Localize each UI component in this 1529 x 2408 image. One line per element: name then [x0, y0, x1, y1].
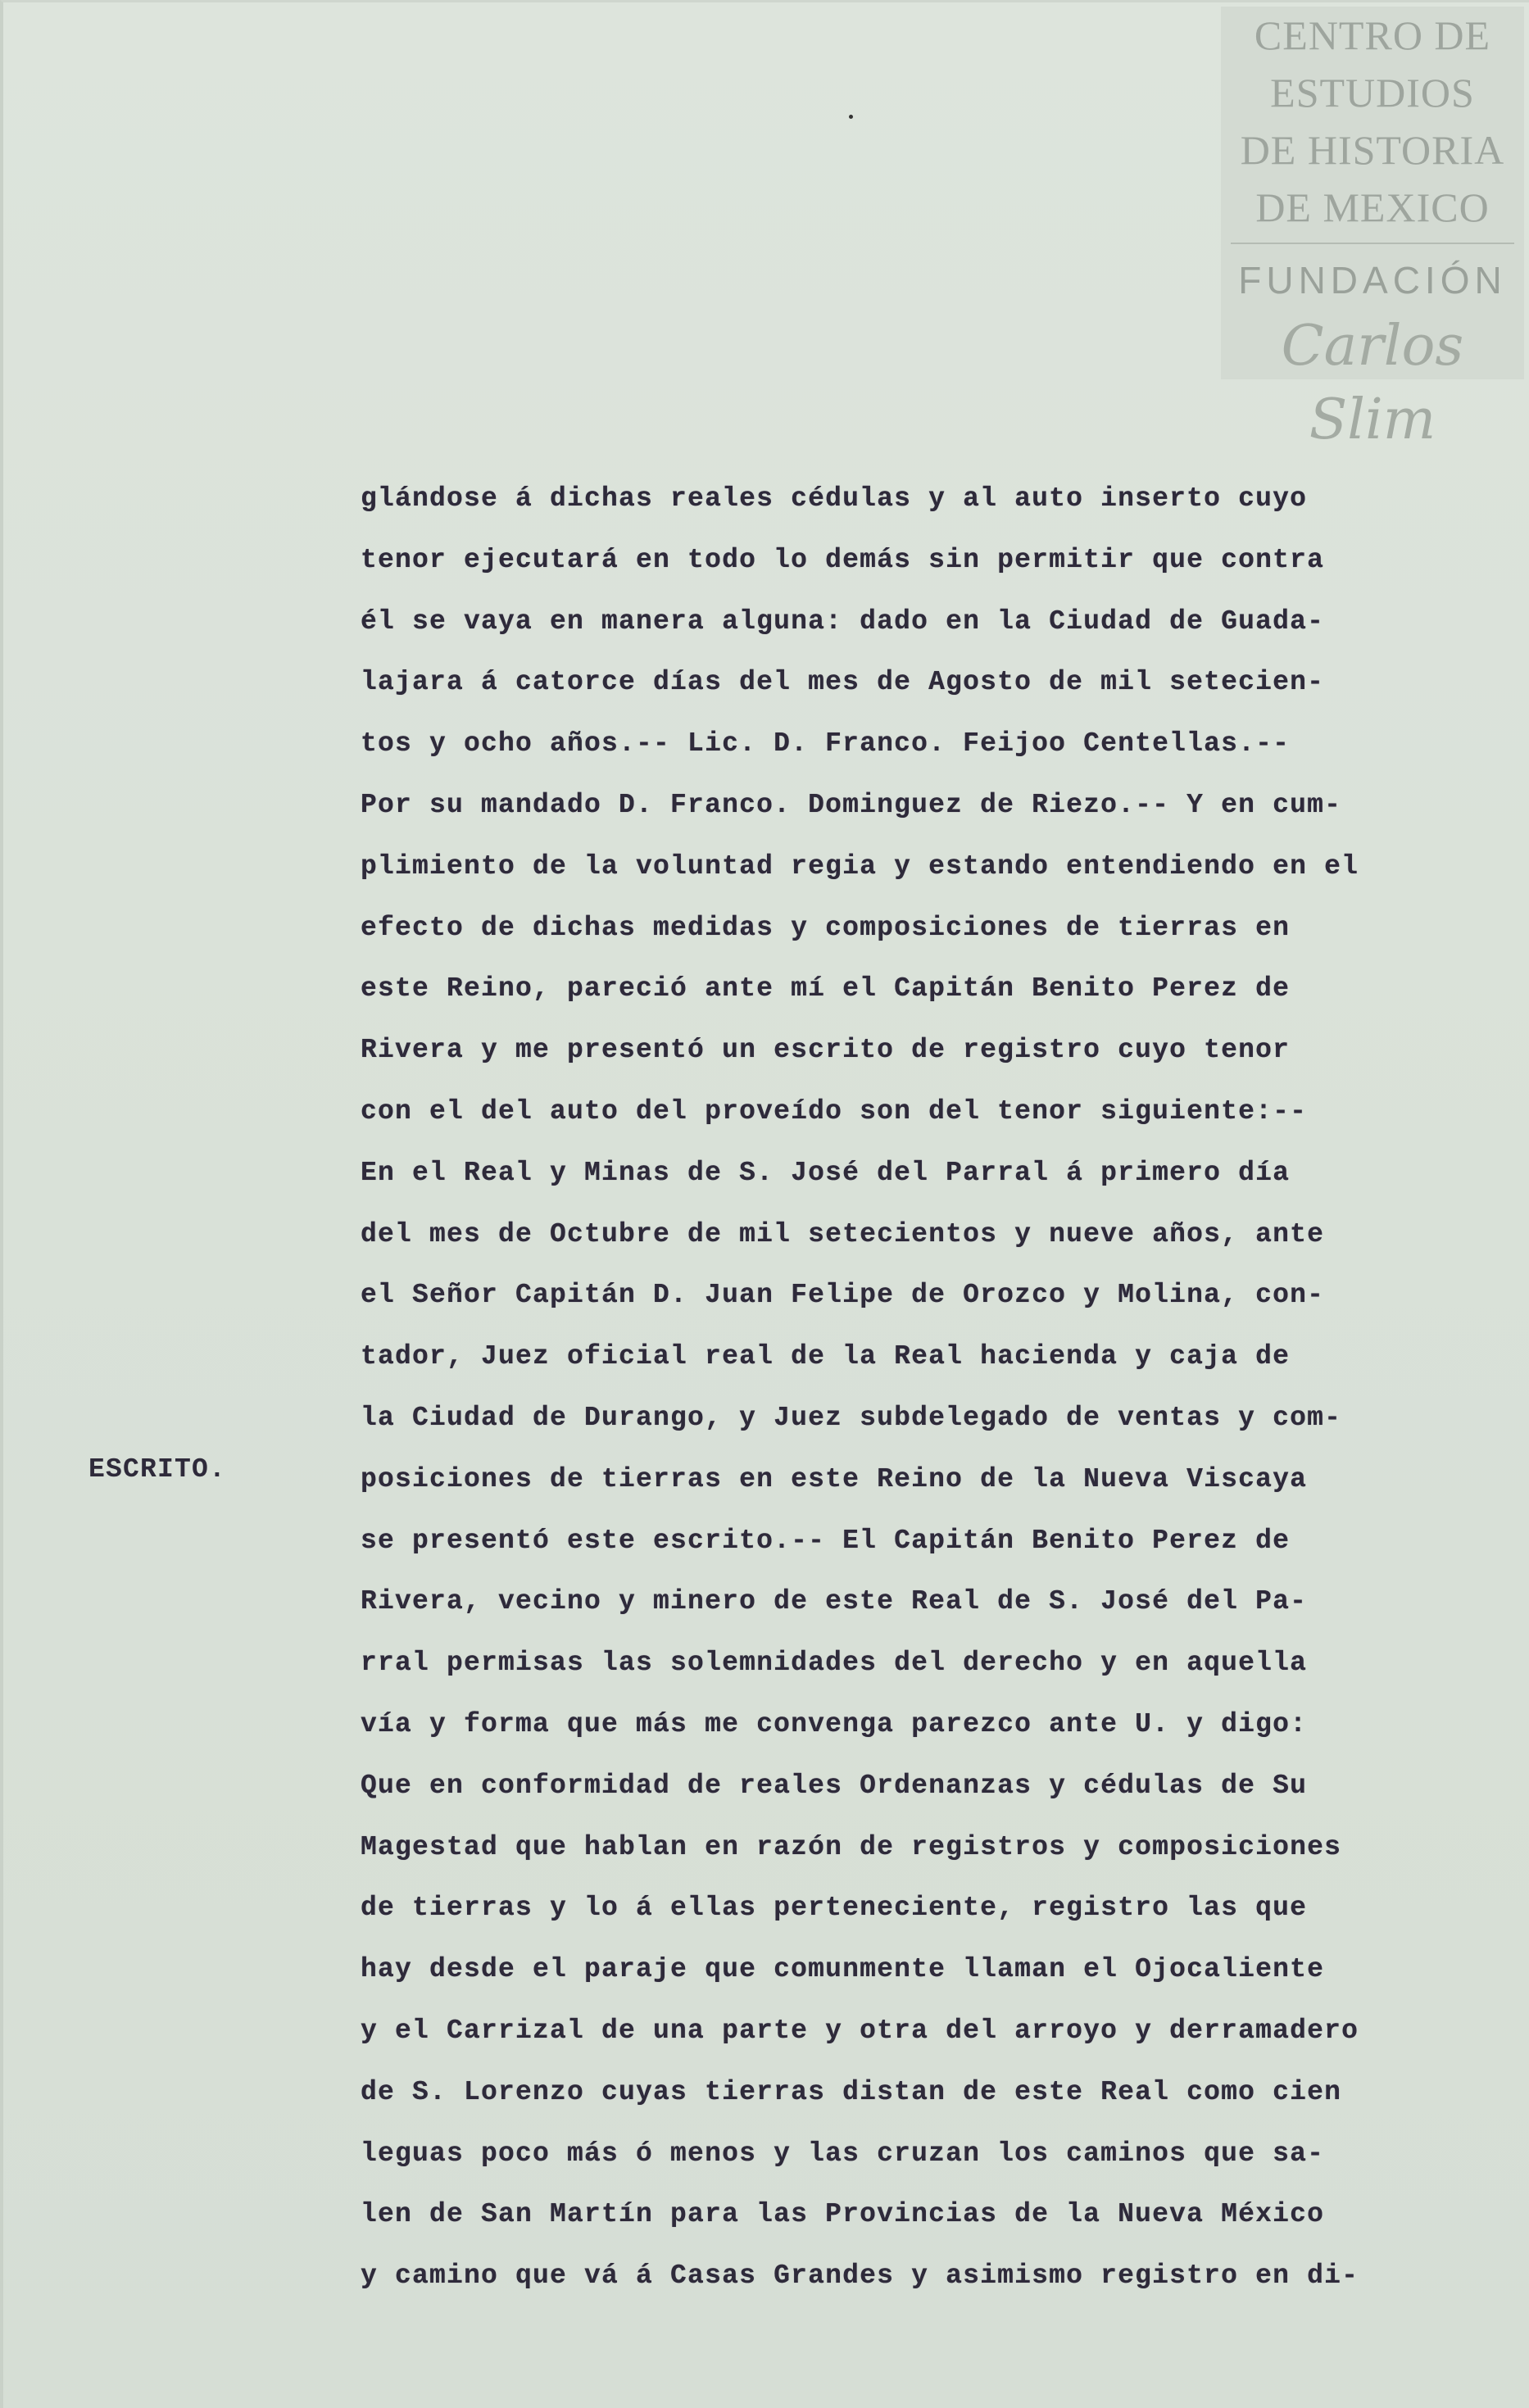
- text-line: la Ciudad de Durango, y Juez subdelegado de ventas y com-: [361, 1402, 1342, 1433]
- text-line: Rivera, vecino y minero de este Real de S. José del Pa-: [361, 1586, 1308, 1617]
- text-line: y el Carrizal de una parte y otra del arroyo y derramadero: [361, 2015, 1359, 2046]
- text-line: y camino que vá á Casas Grandes y asimismo registro en di-: [361, 2261, 1359, 2292]
- watermark-divider: [1231, 243, 1514, 244]
- text-line: En el Real y Minas de S. José del Parral á primero día: [361, 1157, 1291, 1188]
- text-line: glándose á dichas reales cédulas y al auto inserto cuyo: [361, 483, 1308, 514]
- text-line: efecto de dichas medidas y composiciones de tierras en: [361, 912, 1291, 943]
- watermark-line-2: ESTUDIOS: [1270, 70, 1475, 116]
- text-line: tos y ocho años.-- Lic. D. Franco. Feijoo Centellas.--: [361, 728, 1291, 760]
- text-line: se presentó este escrito.-- El Capitán Benito Perez de: [361, 1525, 1291, 1556]
- text-line: el Señor Capitán D. Juan Felipe de Orozco y Molina, con-: [361, 1280, 1325, 1311]
- text-line: de tierras y lo á ellas perteneciente, registro las que: [361, 1893, 1308, 1924]
- text-line: lajara á catorce días del mes de Agosto de mil setecien-: [361, 667, 1325, 698]
- text-line: tenor ejecutará en todo lo demás sin permitir que contra: [361, 544, 1325, 575]
- watermark-line-4: DE MEXICO: [1255, 184, 1490, 230]
- text-line: vía y forma que más me convenga parezco ante U. y digo:: [361, 1708, 1308, 1739]
- text-line: Magestad que hablan en razón de registros y composiciones: [361, 1831, 1342, 1862]
- text-line: leguas poco más ó menos y las cruzan los caminos que sa-: [361, 2138, 1325, 2169]
- text-line: este Reino, pareció ante mí el Capitán Benito Perez de: [361, 973, 1291, 1004]
- text-line: Rivera y me presentó un escrito de registro cuyo tenor: [361, 1035, 1291, 1066]
- text-line: de S. Lorenzo cuyas tierras distan de este Real como cien: [361, 2076, 1342, 2107]
- typed-text-body: [361, 469, 1409, 2307]
- margin-note: ESCRITO.: [88, 1454, 227, 1485]
- text-line: posiciones de tierras en este Reino de la Nueva Viscaya: [361, 1463, 1308, 1494]
- text-line: plimiento de la voluntad regia y estando entendiendo en el: [361, 850, 1359, 882]
- text-line: con el del auto del proveído son del tenor siguiente:--: [361, 1095, 1308, 1127]
- text-line: hay desde el paraje que comunmente llaman el Ojocaliente: [361, 1954, 1325, 1985]
- text-line: len de San Martín para las Provincias de la Nueva México: [361, 2199, 1325, 2230]
- text-line: tador, Juez oficial real de la Real hacienda y caja de: [361, 1341, 1291, 1372]
- archive-watermark: [1221, 7, 1524, 452]
- text-line: rral permisas las solemnidades del derecho y en aquella: [361, 1648, 1308, 1679]
- watermark-line-1: CENTRO DE: [1254, 12, 1491, 58]
- watermark-signature: Carlos Slim: [1281, 314, 1464, 452]
- text-line: Que en conformidad de reales Ordenanzas y cédulas de Su: [361, 1770, 1308, 1801]
- text-line: Por su mandado D. Franco. Dominguez de Riezo.-- Y en cum-: [361, 789, 1342, 820]
- watermark-line-3: DE HISTORIA: [1240, 127, 1505, 173]
- text-line: del mes de Octubre de mil setecientos y nueve años, ante: [361, 1218, 1325, 1249]
- watermark-foundation: FUNDACIÓN: [1238, 259, 1507, 302]
- text-line: él se vaya en manera alguna: dado en la Ciudad de Guada-: [361, 605, 1325, 637]
- ink-speck: [849, 115, 853, 119]
